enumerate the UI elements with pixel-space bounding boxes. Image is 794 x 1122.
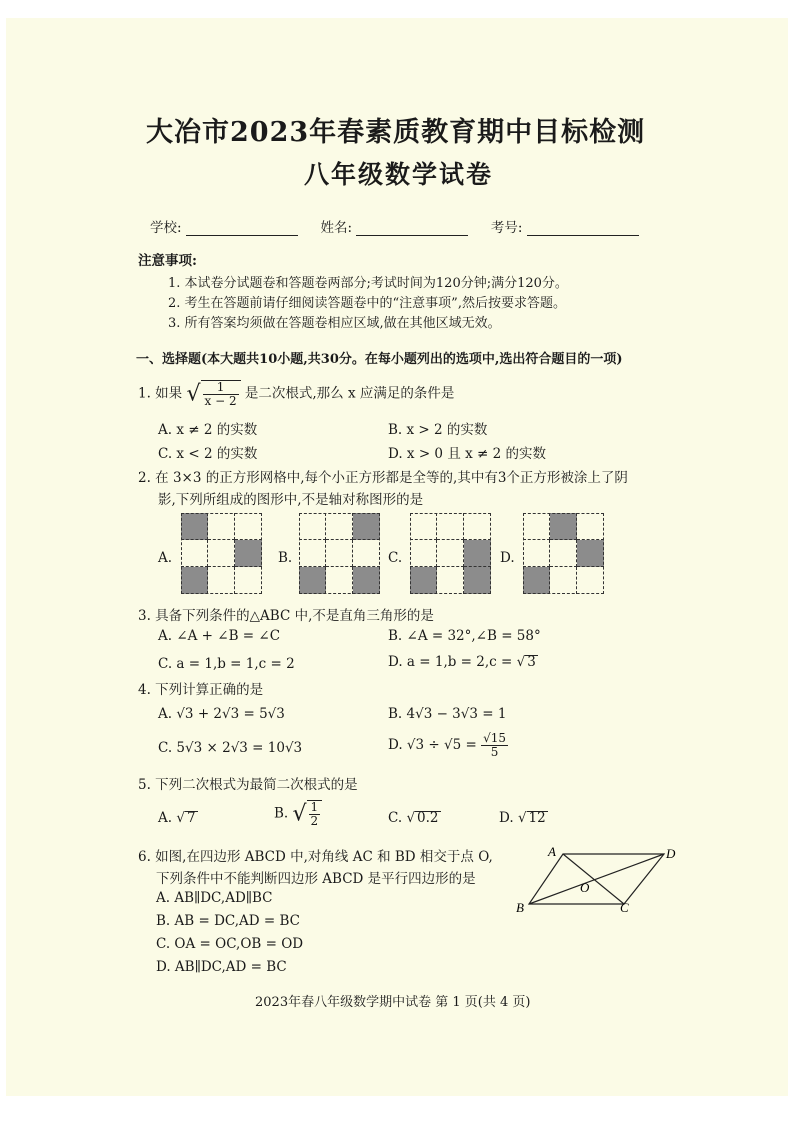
- q1-stem: 1. 如果 √ $\frac{1}{x - 2}$ 是二次根式,那么 x 应满足的条件是: [138, 380, 455, 408]
- q4-option-a[interactable]: A. √3 + 2√3 = 5√3: [158, 706, 285, 722]
- q5-option-c[interactable]: C. √ 0.2: [388, 810, 439, 826]
- q1-option-b[interactable]: B. x > 2 的实数: [388, 422, 488, 438]
- q2-grid-d[interactable]: [523, 513, 604, 594]
- q6-option-c[interactable]: C. OA = OC,OB = OD: [156, 936, 304, 952]
- q2-grid-a[interactable]: [181, 513, 262, 594]
- q1-num: 1: [203, 381, 239, 395]
- q5-option-d[interactable]: D. √ 12: [499, 810, 546, 826]
- q2-label-d[interactable]: D.: [500, 550, 515, 566]
- number-field[interactable]: [527, 221, 639, 236]
- q6-parallelogram-figure: [514, 842, 674, 918]
- q3-d-text: D. a = 1,b = 2,c =: [388, 654, 513, 670]
- q1-option-c[interactable]: C. x < 2 的实数: [158, 446, 258, 462]
- q3-option-d[interactable]: D. a = 1,b = 2,c = √ 3: [388, 654, 536, 670]
- point-b-label: B: [516, 900, 524, 915]
- q5-stem: 5. 下列二次根式为最简二次根式的是: [138, 777, 358, 793]
- q3-option-c[interactable]: C. a = 1,b = 1,c = 2: [158, 656, 295, 672]
- q2-line2: 影,下列所组成的图形中,不是轴对称图形的是: [158, 492, 424, 508]
- name-field[interactable]: [356, 221, 468, 236]
- grid-border: [523, 513, 604, 594]
- grid-border: [410, 513, 491, 594]
- section1-heading: 一、选择题(本大题共10小题,共30分。在每小题列出的选项中,选出符合题目的一项): [136, 352, 623, 367]
- q1-option-a[interactable]: A. x ≠ 2 的实数: [158, 422, 258, 438]
- q5-b-label: B.: [274, 805, 289, 822]
- q3-stem: 3. 具备下列条件的△ABC 中,不是直角三角形的是: [138, 608, 434, 624]
- q2-grid-b[interactable]: [299, 513, 380, 594]
- note-item-1: 1. 本试卷分试题卷和答题卷两部分;考试时间为120分钟;满分120分。: [168, 276, 568, 291]
- q1-den: x − 2: [204, 394, 237, 408]
- q5-b-num: 1: [310, 800, 319, 814]
- point-o-label: O: [580, 880, 590, 895]
- school-label: 学校:: [150, 220, 182, 236]
- diagonal-ac: [563, 854, 624, 904]
- q5-d-label: D.: [499, 810, 514, 826]
- q2-label-a[interactable]: A.: [158, 550, 173, 566]
- note-item-2: 2. 考生在答题前请仔细阅读答题卷中的“注意事项”,然后按要求答题。: [168, 296, 566, 311]
- q4-option-b[interactable]: B. 4√3 − 3√3 = 1: [388, 706, 507, 722]
- grid-border: [299, 513, 380, 594]
- page-footer: 2023年春八年级数学期中试卷 第 1 页(共 4 页): [255, 995, 531, 1010]
- q5-a-label: A.: [158, 810, 173, 826]
- number-label: 考号:: [490, 220, 523, 236]
- name-label: 姓名:: [320, 220, 353, 236]
- q1-post: 是二次根式,那么 x 应满足的条件是: [244, 385, 455, 402]
- q6-line1: 6. 如图,在四边形 ABCD 中,对角线 AC 和 BD 相交于点 O,: [138, 849, 493, 865]
- q5-option-a[interactable]: A. √ 7: [158, 810, 196, 826]
- school-field[interactable]: [186, 221, 298, 236]
- q4-d-text: D. √3 ÷ √5 =: [388, 737, 477, 753]
- q4-stem: 4. 下列计算正确的是: [138, 682, 264, 698]
- q5-c-radicand: 0.2: [417, 810, 439, 826]
- point-a-label: A: [548, 844, 556, 859]
- q5-option-b[interactable]: B. √ $\frac{1}{2}$: [274, 800, 322, 828]
- q3-option-a[interactable]: A. ∠A + ∠B = ∠C: [158, 628, 281, 644]
- q1-pre: 1. 如果: [138, 385, 183, 402]
- q5-c-label: C.: [388, 810, 403, 826]
- q5-d-radicand: 12: [528, 810, 546, 826]
- q6-option-d[interactable]: D. AB∥DC,AD = BC: [156, 959, 287, 975]
- q4-option-d[interactable]: [388, 732, 508, 759]
- q3-d-radicand: 3: [527, 654, 536, 670]
- q3-option-b[interactable]: B. ∠A = 32°,∠B = 58°: [388, 628, 541, 644]
- q2-label-b[interactable]: B.: [278, 550, 293, 566]
- q5-b-den: 2: [310, 814, 319, 828]
- exam-title: 大冶市2023年春素质教育期中目标检测: [146, 117, 646, 148]
- q6-line2: 下列条件中不能判断四边形 ABCD 是平行四边形的是: [156, 871, 476, 887]
- q6-option-b[interactable]: B. AB = DC,AD = BC: [156, 913, 300, 929]
- q2-label-c[interactable]: C.: [388, 550, 403, 566]
- q4-d-den: 5: [490, 745, 499, 759]
- q1-option-d[interactable]: D. x > 0 且 x ≠ 2 的实数: [388, 446, 546, 462]
- q4-option-c[interactable]: C. 5√3 × 2√3 = 10√3: [158, 740, 303, 756]
- q2-grid-c[interactable]: [410, 513, 491, 594]
- point-d-label: D: [666, 846, 676, 861]
- point-c-label: C: [620, 900, 629, 915]
- note-item-3: 3. 所有答案均须做在答题卷相应区域,做在其他区域无效。: [168, 316, 501, 331]
- q5-a-radicand: 7: [186, 810, 196, 826]
- q2-line1: 2. 在 3×3 的正方形网格中,每个小正方形都是全等的,其中有3个正方形被涂上了阴: [138, 470, 628, 486]
- q6-option-a[interactable]: A. AB∥DC,AD∥BC: [156, 890, 273, 906]
- grid-border: [181, 513, 262, 594]
- notes-heading: 注意事项:: [138, 253, 197, 269]
- q4-d-num: √15: [483, 731, 507, 745]
- exam-subtitle: 八年级数学试卷: [304, 160, 494, 189]
- info-row: [150, 216, 639, 236]
